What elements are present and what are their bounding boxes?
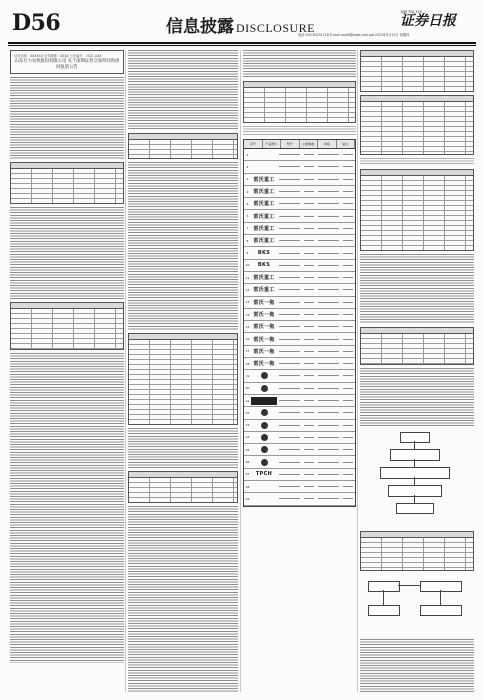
body-text — [128, 50, 238, 130]
product-logo: 雷沃一拖 — [253, 361, 275, 368]
cell-text — [279, 462, 300, 463]
cell-text — [343, 289, 353, 290]
cell-text — [304, 154, 314, 155]
cell-text — [279, 240, 300, 241]
product-logo — [251, 421, 277, 429]
cell-text — [318, 375, 339, 376]
cell-text — [318, 326, 339, 327]
cell-text — [318, 314, 339, 315]
product-emblem-icon — [261, 372, 268, 379]
cell-text — [279, 437, 300, 438]
table-row — [244, 223, 355, 235]
product-logo: 雷沃重工 — [253, 238, 275, 245]
table-row — [244, 432, 355, 444]
body-text — [128, 162, 238, 330]
cell-text — [343, 166, 353, 167]
cell-text — [304, 449, 314, 450]
cell-text — [318, 179, 339, 180]
product-logo — [251, 483, 277, 491]
masthead-rule — [8, 42, 476, 44]
cell-text — [304, 314, 314, 315]
product-logo — [251, 397, 277, 405]
column-divider — [125, 50, 126, 692]
row-number: 3 — [246, 177, 249, 182]
product-table-header-cell: 价格 — [318, 140, 337, 148]
cell-text — [343, 412, 353, 413]
body-text — [360, 639, 474, 692]
cell-text — [343, 179, 353, 180]
table-row — [244, 321, 355, 333]
data-table — [128, 471, 238, 503]
cell-text — [279, 449, 300, 450]
cell-text — [318, 437, 339, 438]
row-number: 13 — [245, 300, 250, 305]
product-logo — [251, 409, 277, 417]
row-number: 12 — [245, 287, 250, 292]
data-table — [360, 531, 474, 571]
column-4 — [360, 50, 474, 692]
masthead — [8, 10, 476, 40]
data-table — [10, 162, 124, 204]
section-title-en: DISCLOSURE — [236, 21, 316, 35]
cell-text — [318, 265, 339, 266]
product-emblem-icon — [261, 434, 268, 441]
row-number: 23 — [245, 423, 250, 428]
row-number: 28 — [245, 484, 250, 489]
page-number: D56 — [12, 10, 61, 36]
cell-text — [343, 154, 353, 155]
cell-text — [343, 265, 353, 266]
column-1 — [10, 50, 124, 692]
cell-text — [343, 314, 353, 315]
cell-text — [304, 191, 314, 192]
product-emblem-icon — [261, 422, 268, 429]
cell-text — [304, 388, 314, 389]
cell-text — [318, 498, 339, 499]
cell-text — [343, 216, 353, 217]
cell-text — [343, 474, 353, 475]
table-row — [244, 297, 355, 309]
row-number: 21 — [245, 398, 250, 403]
cell-text — [343, 277, 353, 278]
cell-text — [318, 388, 339, 389]
cell-text — [304, 240, 314, 241]
table-row — [244, 161, 355, 173]
cell-text — [318, 203, 339, 204]
row-number: 27 — [245, 472, 250, 477]
table-row — [244, 198, 355, 210]
flow-chart — [360, 432, 474, 527]
cell-text — [304, 351, 314, 352]
financial-table — [128, 333, 238, 425]
row-number: 14 — [245, 312, 250, 317]
notice-code: 证券代码：XXXXXX 证券简称：XXXX 公告编号：2021-XXX — [14, 54, 102, 58]
cell-text — [279, 425, 300, 426]
cell-text — [343, 240, 353, 241]
data-table — [128, 133, 238, 159]
cell-text — [304, 216, 314, 217]
table-row — [244, 407, 355, 419]
cell-text — [318, 240, 339, 241]
editor-line: 编辑 责编 XXX — [400, 10, 422, 14]
table-row — [244, 284, 355, 296]
cell-text — [318, 216, 339, 217]
table-row — [244, 346, 355, 358]
product-table-header-cell: 型号 — [281, 140, 300, 148]
table-row — [244, 383, 355, 395]
data-table — [243, 81, 356, 123]
row-number: 26 — [245, 460, 250, 465]
cell-text — [318, 486, 339, 487]
product-logo: 雷沃重工 — [253, 275, 275, 282]
cell-text — [304, 228, 314, 229]
cell-text — [279, 388, 300, 389]
table-row — [244, 210, 355, 222]
row-number: 15 — [245, 324, 250, 329]
cell-text — [279, 253, 300, 254]
cell-text — [343, 339, 353, 340]
paper-logo: 证券日报 — [400, 13, 456, 29]
product-emblem-icon — [261, 446, 268, 453]
cell-text — [318, 363, 339, 364]
column-3 — [243, 50, 356, 692]
cell-text — [304, 326, 314, 327]
row-number: 1 — [246, 152, 249, 157]
product-table-header-cell: 备注 — [337, 140, 356, 148]
cell-text — [343, 375, 353, 376]
product-logo: 雷沃重工 — [253, 176, 275, 183]
cell-text — [318, 253, 339, 254]
cell-text — [318, 289, 339, 290]
row-number: 9 — [246, 251, 249, 256]
cell-text — [304, 437, 314, 438]
cell-text — [279, 277, 300, 278]
cell-text — [318, 339, 339, 340]
cell-text — [343, 228, 353, 229]
row-number: 10 — [245, 263, 250, 268]
product-table-header-cell: 主要参数 — [300, 140, 319, 148]
data-table — [360, 95, 474, 155]
row-number: 5 — [246, 201, 249, 206]
cell-text — [304, 203, 314, 204]
cell-text — [279, 265, 300, 266]
cell-text — [304, 425, 314, 426]
body-text — [243, 50, 356, 78]
product-emblem-icon — [261, 459, 268, 466]
product-logo: 雷沃重工 — [253, 201, 275, 208]
product-logo — [251, 372, 277, 380]
product-logo: 雷沃一拖 — [253, 324, 275, 331]
data-table — [10, 302, 124, 350]
table-row — [244, 149, 355, 161]
body-text — [128, 506, 238, 692]
product-logo — [251, 458, 277, 466]
contact-date-line: 电话 010-83251716 E-mail zqrb9@zqrb.sina.net 2021年5月13日 星期四 — [298, 33, 410, 37]
cell-text — [343, 486, 353, 487]
notice-title: 山东巨力农机股份有限公司 关于深圳证券交易所问询函 回复的公告 — [14, 59, 120, 70]
cell-text — [343, 462, 353, 463]
cell-text — [343, 326, 353, 327]
cell-text — [343, 302, 353, 303]
table-row — [244, 456, 355, 468]
table-row — [244, 370, 355, 382]
product-table-header-cell: 产品图片 — [263, 140, 282, 148]
cell-text — [279, 363, 300, 364]
product-table-header-cell: 序号 — [244, 140, 263, 148]
cell-text — [304, 302, 314, 303]
cell-text — [304, 289, 314, 290]
cell-text — [318, 191, 339, 192]
table-row — [244, 358, 355, 370]
cell-text — [304, 375, 314, 376]
cell-text — [304, 339, 314, 340]
cell-text — [304, 363, 314, 364]
cell-text — [343, 498, 353, 499]
cell-text — [304, 412, 314, 413]
process-diagram — [360, 575, 474, 635]
row-number: 22 — [245, 410, 250, 415]
table-row — [244, 235, 355, 247]
product-logo: 雷沃一拖 — [253, 299, 275, 306]
cell-text — [279, 203, 300, 204]
cell-text — [279, 400, 300, 401]
cell-text — [343, 191, 353, 192]
cell-text — [279, 191, 300, 192]
body-text — [10, 77, 124, 159]
table-row — [244, 481, 355, 493]
cell-text — [279, 154, 300, 155]
cell-text — [343, 253, 353, 254]
table-row — [244, 444, 355, 456]
product-logo: 雷沃一拖 — [253, 348, 275, 355]
product-logo — [251, 384, 277, 392]
table-row — [244, 420, 355, 432]
data-table — [360, 327, 474, 365]
table-row — [244, 395, 355, 407]
cell-text — [343, 400, 353, 401]
cell-text — [304, 277, 314, 278]
table-row — [244, 260, 355, 272]
row-number: 8 — [246, 238, 249, 243]
cell-text — [318, 154, 339, 155]
cell-text — [279, 474, 300, 475]
product-logo: TPCH — [255, 471, 273, 478]
row-number: 16 — [245, 337, 250, 342]
data-table — [360, 169, 474, 251]
table-row — [244, 333, 355, 345]
data-table — [360, 50, 474, 92]
product-table-header — [244, 140, 355, 149]
cell-text — [318, 449, 339, 450]
product-logo: BKS — [257, 262, 271, 269]
row-number: 17 — [245, 349, 250, 354]
body-text — [128, 428, 238, 468]
cell-text — [318, 228, 339, 229]
product-logo — [251, 433, 277, 441]
row-number: 18 — [245, 361, 250, 366]
body-text — [360, 254, 474, 324]
cell-text — [279, 375, 300, 376]
row-number: 6 — [246, 214, 249, 219]
product-table — [243, 139, 356, 507]
row-number: 20 — [245, 386, 250, 391]
table-row — [244, 309, 355, 321]
cell-text — [343, 351, 353, 352]
body-text — [360, 368, 474, 428]
notice-header — [10, 50, 124, 74]
body-text — [10, 353, 124, 663]
row-number: 11 — [245, 275, 250, 280]
product-logo — [251, 151, 277, 159]
table-row — [244, 272, 355, 284]
cell-text — [343, 425, 353, 426]
cell-text — [343, 363, 353, 364]
cell-text — [279, 179, 300, 180]
product-logo: 雷沃一拖 — [253, 336, 275, 343]
cell-text — [279, 302, 300, 303]
row-number: 2 — [246, 164, 249, 169]
row-number: 4 — [246, 189, 249, 194]
table-row — [244, 174, 355, 186]
cell-text — [279, 339, 300, 340]
product-logo — [251, 446, 277, 454]
table-row — [244, 247, 355, 259]
body-text — [243, 126, 356, 136]
cell-text — [279, 486, 300, 487]
cell-text — [279, 314, 300, 315]
product-logo — [251, 163, 277, 171]
row-number: 24 — [245, 435, 250, 440]
cell-text — [279, 326, 300, 327]
cell-text — [304, 166, 314, 167]
table-row — [244, 493, 355, 505]
cell-text — [318, 351, 339, 352]
row-number: 19 — [245, 373, 250, 378]
cell-text — [304, 253, 314, 254]
product-logo: 雷沃一拖 — [253, 312, 275, 318]
cell-text — [304, 462, 314, 463]
cell-text — [318, 412, 339, 413]
section-title-cn: 信息披露 — [166, 17, 234, 37]
cell-text — [318, 302, 339, 303]
column-2 — [128, 50, 238, 692]
row-number: 29 — [245, 496, 250, 501]
product-logo: 雷沃重工 — [253, 287, 275, 294]
cell-text — [304, 486, 314, 487]
product-logo: BKS — [257, 250, 271, 257]
product-emblem-icon — [261, 385, 268, 392]
cell-text — [279, 166, 300, 167]
row-number: 25 — [245, 447, 250, 452]
cell-text — [343, 449, 353, 450]
body-text — [360, 158, 474, 166]
cell-text — [279, 289, 300, 290]
cell-text — [279, 412, 300, 413]
cell-text — [304, 265, 314, 266]
cell-text — [279, 498, 300, 499]
cell-text — [343, 437, 353, 438]
cell-text — [279, 351, 300, 352]
cell-text — [318, 474, 339, 475]
cell-text — [343, 388, 353, 389]
cell-text — [304, 400, 314, 401]
cell-text — [318, 277, 339, 278]
cell-text — [318, 400, 339, 401]
product-logo: 雷沃重工 — [253, 213, 275, 220]
cell-text — [304, 498, 314, 499]
masthead-rule-thin — [8, 45, 476, 46]
cell-text — [343, 203, 353, 204]
product-logo: 雷沃重工 — [253, 189, 275, 196]
table-row — [244, 186, 355, 198]
row-number: 7 — [246, 226, 249, 231]
body-text — [10, 207, 124, 299]
product-emblem-icon — [261, 409, 268, 416]
cell-text — [318, 425, 339, 426]
column-divider — [240, 50, 241, 692]
cell-text — [279, 216, 300, 217]
product-logo — [251, 495, 277, 503]
cell-text — [279, 228, 300, 229]
cell-text — [304, 179, 314, 180]
cell-text — [318, 166, 339, 167]
section-title — [166, 12, 315, 37]
table-row — [244, 469, 355, 481]
product-table-body — [244, 149, 355, 506]
product-logo: 雷沃重工 — [253, 225, 275, 232]
column-divider — [357, 50, 358, 692]
cell-text — [304, 474, 314, 475]
cell-text — [318, 462, 339, 463]
